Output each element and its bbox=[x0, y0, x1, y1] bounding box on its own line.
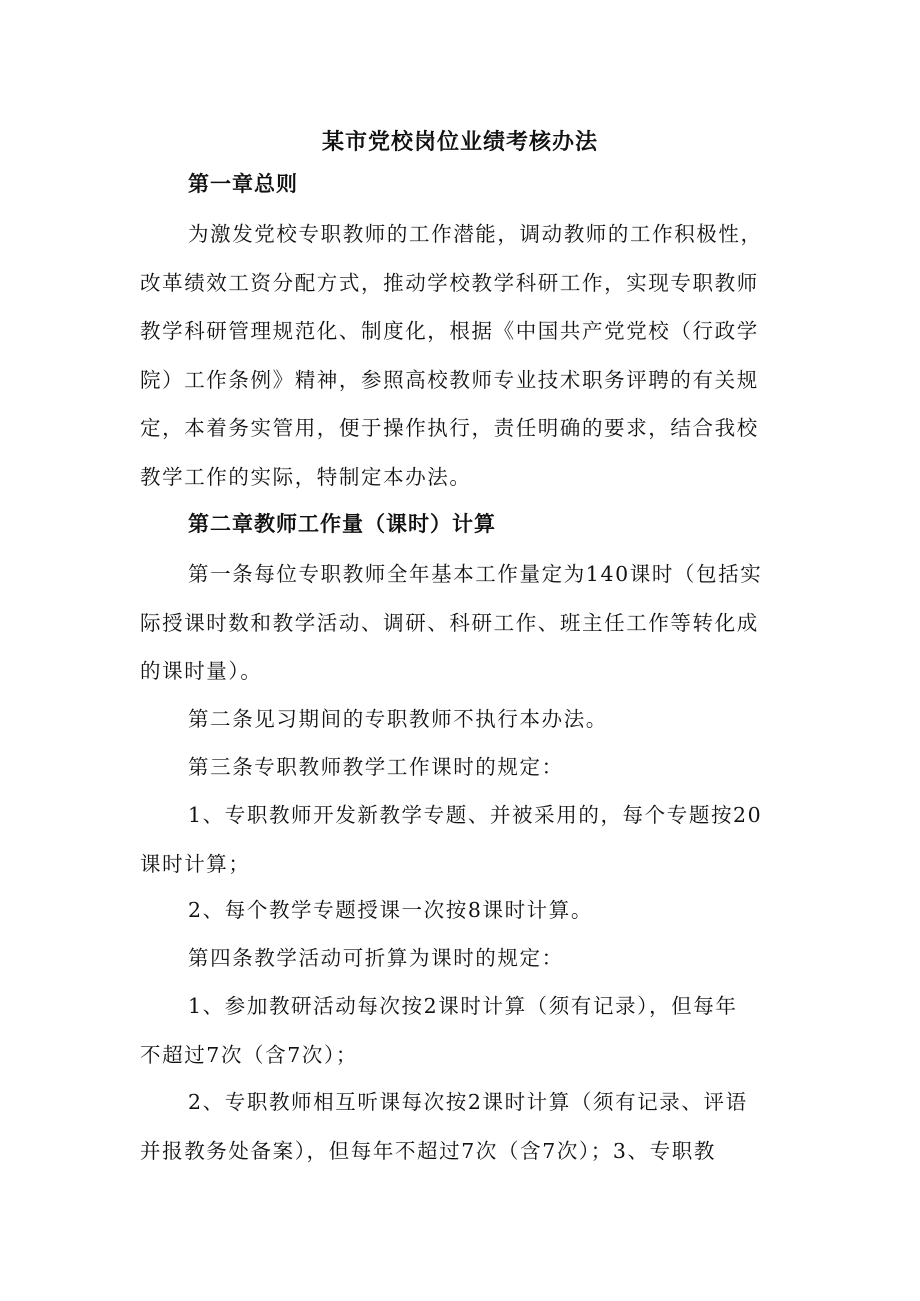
paragraph-line: 并报教务处备案），但每年不超过7次（含7次）；3、专职教 bbox=[140, 1138, 716, 1163]
paragraph-line: 第二条见习期间的专职教师不执行本办法。 bbox=[188, 707, 608, 731]
article-3-item-1 bbox=[140, 791, 790, 888]
paragraph-line: 第四条教学活动可折算为课时的规定： bbox=[188, 946, 564, 970]
paragraph-line: 1、专职教师开发新教学专题、并被采用的，每个专题按20 bbox=[188, 803, 763, 827]
document-title: 某市党校岗位业绩考核办法 bbox=[321, 129, 598, 155]
paragraph-line: 1、参加教研活动每次按2课时计算（须有记录），但每年 bbox=[188, 994, 738, 1018]
paragraph-line: 为激发党校专职教师的工作潜能，调动教师的工作积极性， bbox=[188, 222, 763, 246]
paragraph-line: 教学科研管理规范化、制度化，根据《中国共产党党校（行政学 bbox=[140, 319, 759, 343]
paragraph-line: 第三条专职教师教学工作课时的规定： bbox=[188, 755, 564, 779]
paragraph-line: 改革绩效工资分配方式，推动学校教学科研工作，实现专职教师 bbox=[140, 270, 759, 295]
article-4-item-1 bbox=[140, 982, 790, 1079]
chapter-1-paragraph bbox=[140, 210, 790, 501]
paragraph-line: 2、每个教学专题授课一次按8课时计算。 bbox=[188, 898, 593, 922]
article-4 bbox=[140, 934, 790, 983]
article-3 bbox=[140, 743, 790, 792]
chapter-2-heading: 第二章教师工作量（课时）计算 bbox=[188, 511, 496, 536]
paragraph-line: 第一条每位专职教师全年基本工作量定为140课时（包括实 bbox=[188, 562, 763, 586]
paragraph-line: 际授课时数和教学活动、调研、科研工作、班主任工作等转化成 bbox=[140, 610, 759, 635]
paragraph-line: 定，本着务实管用，便于操作执行，责任明确的要求，结合我校 bbox=[140, 416, 759, 440]
paragraph-line: 2、专职教师相互听课每次按2课时计算（须有记录、评语 bbox=[188, 1090, 748, 1114]
paragraph-line: 的课时量）。 bbox=[140, 659, 263, 683]
paragraph-line: 不超过7次（含7次）； bbox=[140, 1042, 358, 1067]
paragraph-line: 教学工作的实际，特制定本办法。 bbox=[140, 464, 472, 489]
paragraph-line: 课时计算； bbox=[140, 851, 251, 876]
paragraph-line: 院）工作条例》精神，参照高校教师专业技术职务评聘的有关规 bbox=[140, 367, 759, 392]
article-2 bbox=[140, 695, 790, 744]
article-4-item-2 bbox=[140, 1078, 790, 1175]
chapter-1-heading: 第一章总则 bbox=[188, 171, 298, 196]
article-3-item-2 bbox=[140, 886, 790, 935]
article-1 bbox=[140, 550, 790, 696]
